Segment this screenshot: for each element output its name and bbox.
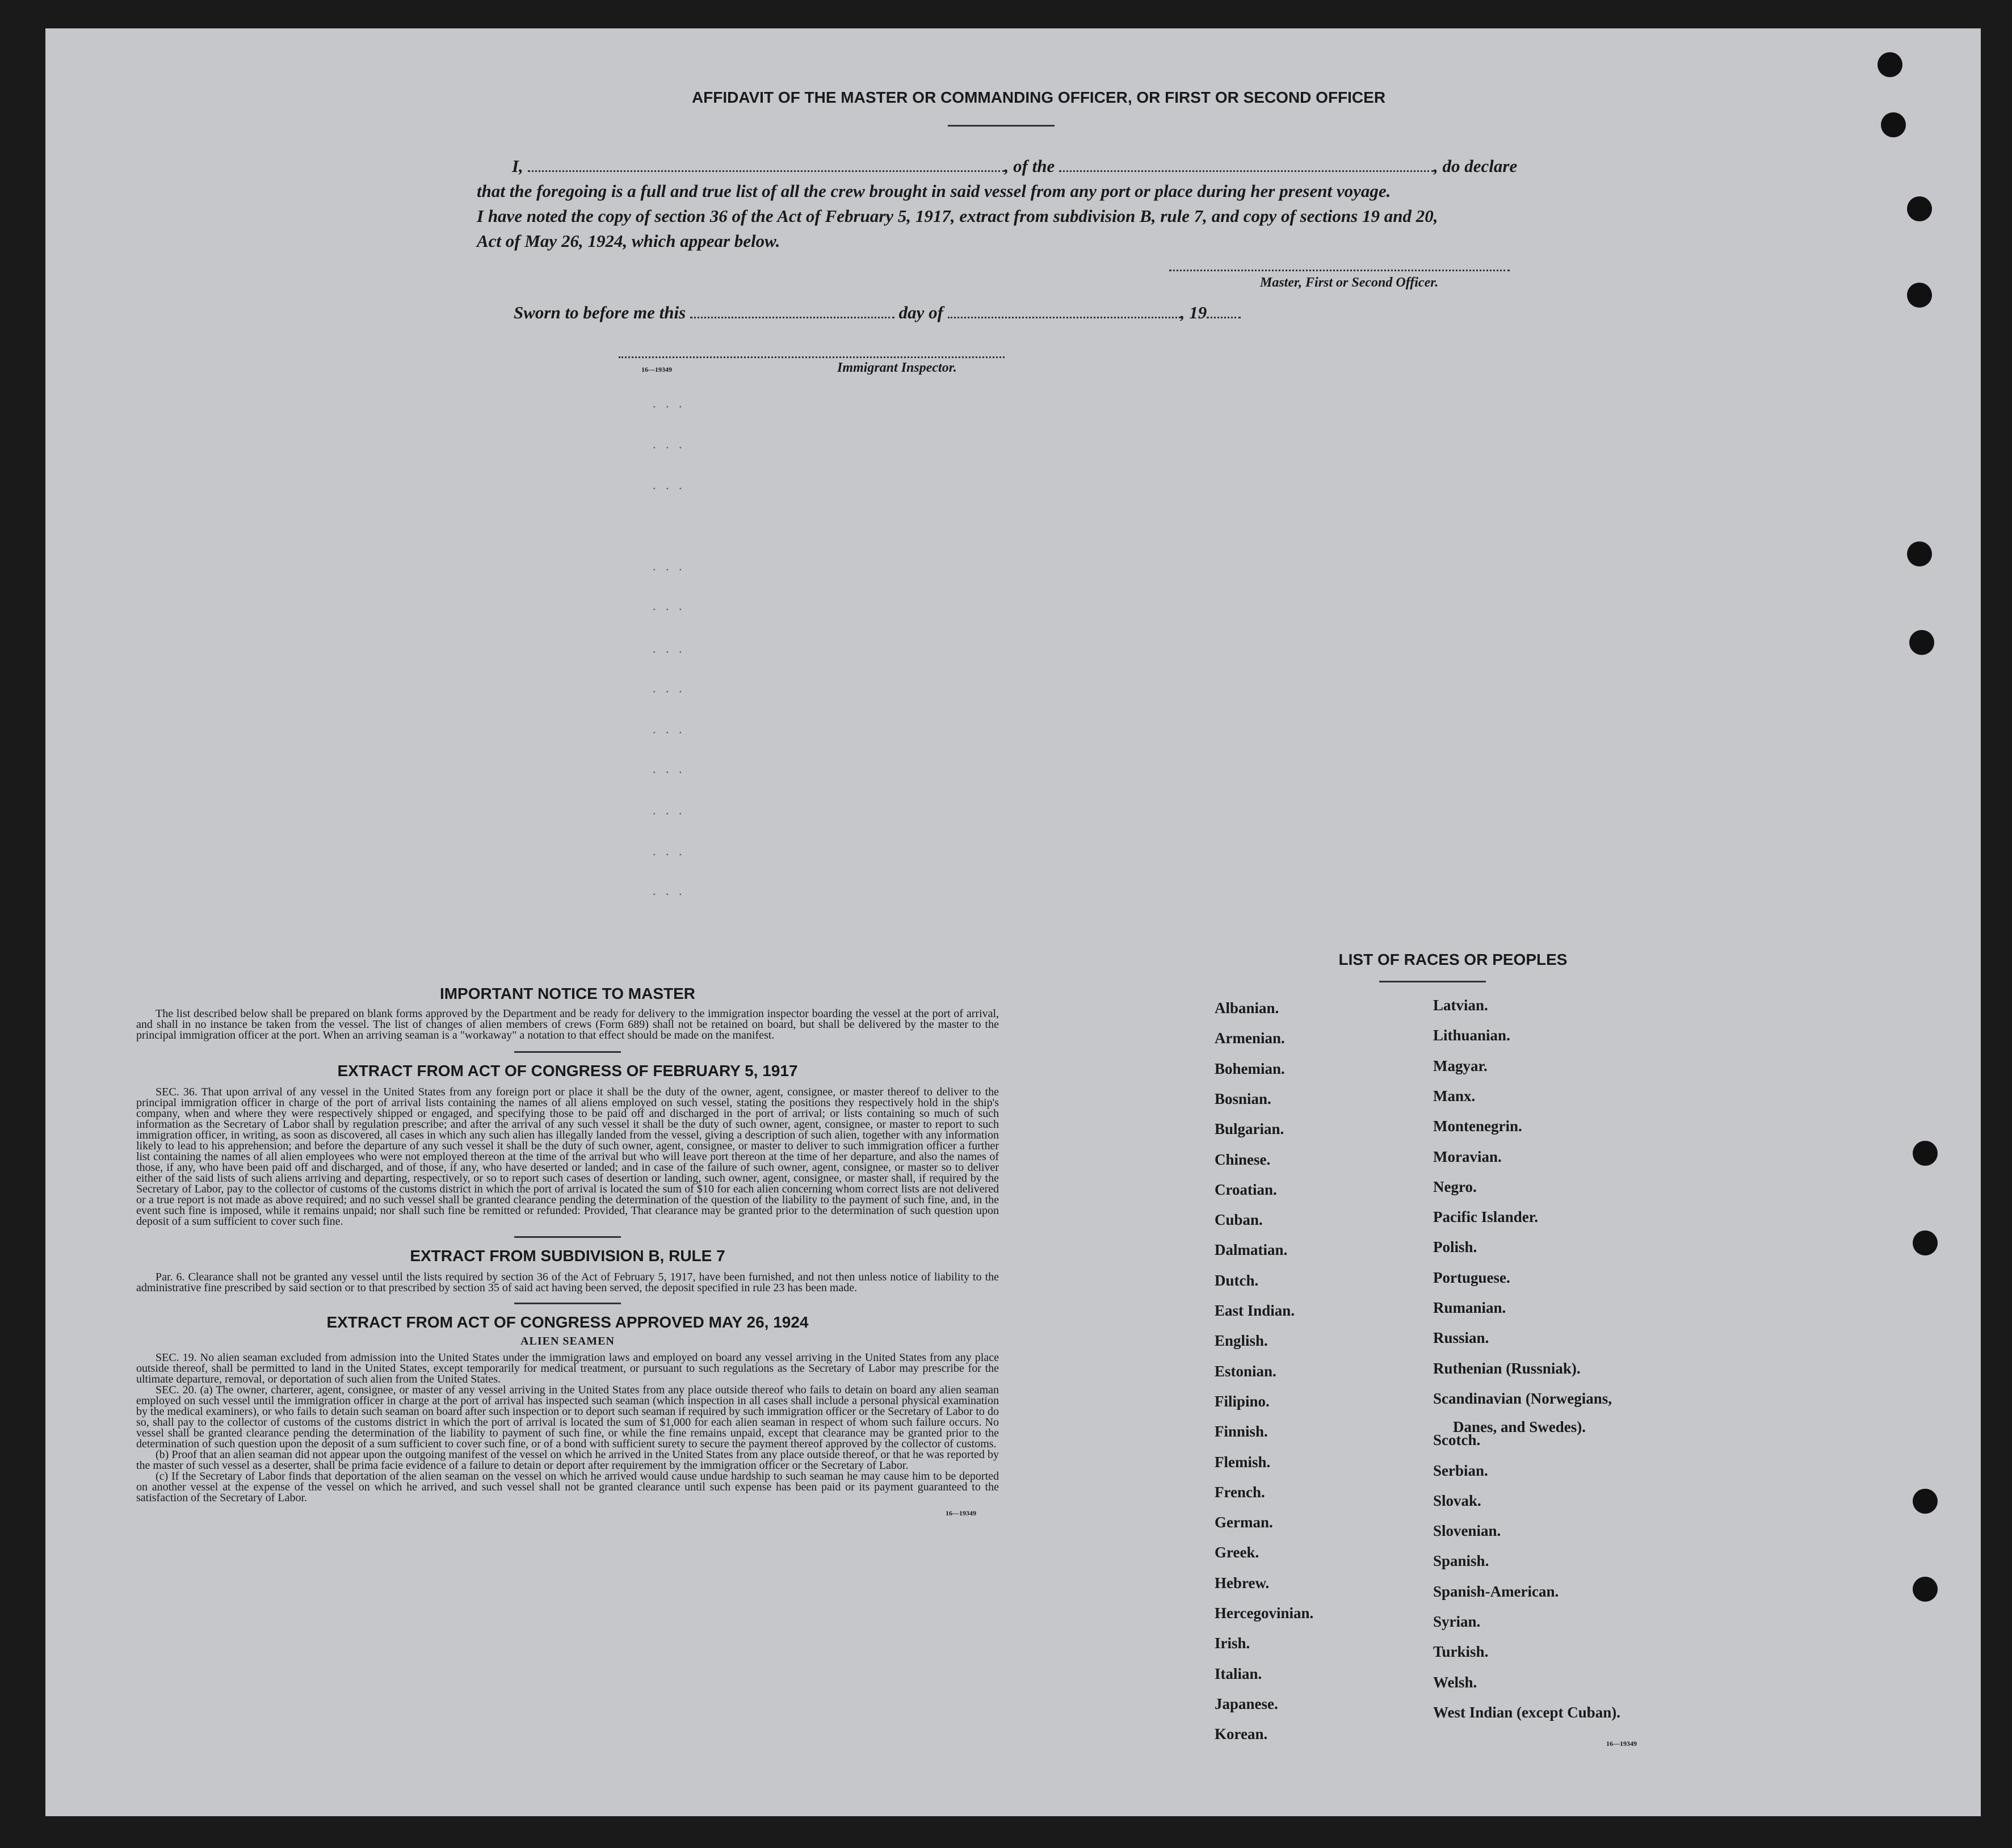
bleed-mark: . . . (653, 437, 686, 451)
section-rule (514, 1051, 621, 1053)
race-item: Filipino. (1215, 1393, 1270, 1410)
race-item: Bulgarian. (1215, 1120, 1284, 1137)
legal-column (136, 985, 999, 1518)
race-item: Estonian. (1215, 1363, 1276, 1380)
race-item: Ruthenian (Russniak). (1433, 1360, 1581, 1377)
punch-hole (1907, 541, 1932, 566)
race-item: Dutch. (1215, 1272, 1259, 1289)
bleed-mark: . . . (653, 641, 686, 656)
sec20c-paragraph: (c) If the Secretary of Labor finds that deportation of the alien seaman on the vessel on which he arrived would cause undue hardship to such seaman he may cause him to be deported on another vessel at the expense of the vessel on which he arrived, and such vessel shall not be granted clearance until such expense has been paid or its payment guaranteed to the satisfaction of the Secretary of Labor. (136, 1470, 999, 1504)
race-item: Slovenian. (1433, 1522, 1501, 1539)
race-item: Lithuanian. (1433, 1027, 1510, 1044)
races-form-number: 16—19349 (1606, 1740, 1637, 1748)
race-item: Russian. (1433, 1329, 1489, 1346)
bleed-mark: . . . (653, 681, 686, 695)
race-item: Turkish. (1433, 1643, 1489, 1660)
bleed-mark: . . . (653, 884, 686, 898)
sec20a-paragraph: SEC. 20. (a) The owner, charterer, agent, consignee, or master of any vessel arriving in the United States from any place outside thereof who fails to detain on board any alien seaman employed on such vessel until the immigration officer in charge at the port of arrival has inspected such seaman (which inspection in all cases shall include a personal physical examination by the medical examiners), or who fails to detain such seaman on board after such inspection or to deport such seaman if required by such immigration officer or the Secretary of Labor to do so, shall pay to the collector of customs of the customs district in which the port of arrival is located the sum of $1,000 for each alien seaman in respect of whom such failure occurs. No vessel shall be granted clearance pending the determination of the liability to payment of such fine, or while the fine remains unpaid, except that clearance may be granted prior to the determination of such question upon the deposit of a sum sufficient to cover such fine, or of a bond with sufficient surety to secure the payment thereof approved by the collector of customs. (136, 1384, 999, 1450)
race-item: Magyar. (1433, 1057, 1488, 1074)
race-item: Irish. (1215, 1635, 1250, 1652)
punch-hole (1877, 52, 1902, 77)
sec19-paragraph: SEC. 19. No alien seaman excluded from admission into the United States under the immigration laws and employed on board any vessel arriving in the United States from any place outside thereof, shall be permitted to land in the United States, except temporarily for medical treatment, or pursuant to such regulations as the Secretary of Labor may prescribe for the ultimate departure, removal, or deportation of such alien from the United States. (136, 1351, 999, 1385)
master-signature-label: Master, First or Second Officer. (1260, 275, 1439, 290)
affidavit-line1 (477, 153, 1589, 179)
title-rule (948, 125, 1055, 127)
races-rule (1379, 981, 1486, 982)
bleed-mark: . . . (653, 762, 686, 776)
bleed-mark: . . . (653, 396, 686, 410)
race-item: West Indian (except Cuban). (1433, 1704, 1621, 1721)
notice-text (136, 1009, 999, 1041)
affidavit-body (477, 153, 1589, 254)
extract-form-number: 16—19349 (946, 1509, 976, 1517)
race-item: Latvian. (1433, 997, 1488, 1014)
race-item: Bosnian. (1215, 1090, 1271, 1107)
race-item: Moravian. (1433, 1148, 1502, 1165)
punch-hole (1881, 112, 1906, 137)
race-item: Welsh. (1433, 1674, 1477, 1691)
race-item: Spanish. (1433, 1552, 1489, 1569)
affidavit-i: I, (512, 156, 523, 176)
race-item: Scotch. (1433, 1431, 1481, 1448)
affidavit-title: AFFIDAVIT OF THE MASTER OR COMMANDING OFFICER, OR FIRST OR SECOND OFFICER (691, 89, 1386, 106)
affidavit-line2: that the foregoing is a full and true list of all the crew brought in said vessel from any port or place during her present voyage. (477, 181, 1391, 201)
section-rule (514, 1303, 621, 1304)
race-item: Scandinavian (Norwegians, (1433, 1390, 1612, 1407)
race-item: Chinese. (1215, 1151, 1271, 1168)
section-rule (514, 1236, 621, 1238)
race-item: Polish. (1433, 1238, 1477, 1255)
race-item: Flemish. (1215, 1454, 1271, 1471)
race-item: Portuguese. (1433, 1269, 1510, 1286)
race-item: Hebrew. (1215, 1574, 1270, 1591)
bleed-mark: . . . (653, 478, 686, 492)
race-item: Slovak. (1433, 1492, 1481, 1509)
race-item: Serbian. (1433, 1462, 1488, 1479)
extract-1917-title: EXTRACT FROM ACT OF CONGRESS OF FEBRUARY 5, 1917 (337, 1062, 798, 1080)
affidavit-line4: Act of May 26, 1924, which appear below. (477, 231, 780, 251)
extract-1924-title: EXTRACT FROM ACT OF CONGRESS APPROVED MAY 26, 1924 (326, 1313, 809, 1331)
race-scandinavian-cont: Danes, and Swedes). (1453, 1418, 1586, 1435)
sworn-day-blank[interactable] (690, 300, 894, 318)
race-item: Finnish. (1215, 1423, 1268, 1440)
race-item: German. (1215, 1514, 1273, 1531)
race-item: Hercegovinian. (1215, 1605, 1314, 1622)
sec36-paragraph: SEC. 36. That upon arrival of any vessel in the United States from any foreign port or place it shall be the duty of the owner, agent, consignee, or master thereof to deliver to the principal immigration officer in charge of the port of arrival lists containing the names of all aliens employed on such vessel, stating the positions they respectively hold in the ship's company, when and where they were respectively shipped or engaged, and specifying those to be paid off and discharged in the port of arrival; or lists containing so much of such information as the Secretary of Labor shall by regulation prescribe; and after the arrival of any such vessel it shall be the duty of such owner, agent, consignee, or master to report to such immigration officer, in writing, as soon as discovered, all cases in which any such alien has illegally landed from the vessel, giving a description of such alien, together with any information likely to lead to his apprehension; and before the departure of any such vessel it shall be the duty of such owner, agent, consignee, or master to deliver to such immigration officer a further list containing the names of all alien employees who were not employed thereon at the time of the arrival but who will leave port thereon at the time of her departure, and also the names of those, if any, who have been paid off and discharged, and of those, if any, who have deserted or landed; and in case of the failure of such owner, agent, consignee, or master so to deliver either of the said lists of such aliens arriving and departing, respectively, or so to report such cases of desertion or landing, such owner, agent, consignee, or master shall, if required by the Secretary of Labor, pay to the collector of customs of the customs district in which the port of arrival is located the sum of $10 for each alien concerning whom correct lists are not delivered or a true report is not made as above required; and no such vessel shall be granted clearance pending the determination of the question of the liability to the payment of such fine, and, in the event such fine is imposed, while it remains unpaid; nor shall such fine be remitted or refunded: Provided, That clearance may be granted prior to the determination of such question upon deposit of a sum sufficient to cover such fine. (136, 1086, 999, 1228)
race-item: French. (1215, 1484, 1265, 1501)
sworn-year: , 19 (1180, 303, 1207, 322)
race-item: Armenian. (1215, 1030, 1285, 1047)
punch-hole (1913, 1141, 1938, 1166)
race-item: Cuban. (1215, 1211, 1263, 1228)
extract-1917-text (136, 1087, 999, 1227)
bleed-mark: . . . (653, 722, 686, 736)
master-signature-line[interactable] (1169, 270, 1510, 271)
race-item: Croatian. (1215, 1181, 1277, 1198)
races-title: LIST OF RACES OR PEOPLES (1338, 951, 1568, 968)
extract-rule7-text (136, 1272, 999, 1293)
sworn-month-blank[interactable] (948, 300, 1181, 318)
extract-1924-text (136, 1353, 999, 1503)
sworn-line (514, 300, 1241, 323)
punch-hole (1913, 1489, 1938, 1514)
name-blank[interactable] (528, 153, 1005, 172)
race-item: Dalmatian. (1215, 1241, 1288, 1258)
punch-hole (1909, 630, 1934, 655)
bleed-mark: . . . (653, 803, 686, 817)
race-item: Manx. (1433, 1087, 1476, 1104)
race-item: Bohemian. (1215, 1060, 1285, 1077)
punch-hole (1913, 1577, 1938, 1602)
affidavit-line3: I have noted the copy of section 36 of the Act of February 5, 1917, extract from subdivision B, rule 7, and copy of sections 19 and 20, (477, 206, 1438, 226)
affidavit-do-declare: , do declare (1434, 156, 1518, 176)
inspector-label: Immigrant Inspector. (837, 360, 957, 375)
punch-hole (1907, 283, 1932, 308)
sworn-year-blank[interactable] (1207, 300, 1241, 318)
bleed-mark: . . . (653, 559, 686, 573)
race-item: Korean. (1215, 1725, 1268, 1742)
inspector-signature-line[interactable] (619, 356, 1005, 358)
race-item: Italian. (1215, 1665, 1262, 1682)
vessel-blank[interactable] (1059, 153, 1434, 172)
sworn-prefix: Sworn to before me this (514, 303, 686, 322)
race-item: East Indian. (1215, 1302, 1295, 1319)
sec20b-paragraph: (b) Proof that an alien seaman did not appear upon the outgoing manifest of the vessel on which he arrived in the United States from any place outside thereof, or that he was reported by the master of such vessel as a deserter, shall be prima facie evidence of a failure to detain or deport after requirement by the immigration officer or the Secretary of Labor. (136, 1448, 999, 1472)
affidavit-form-number: 16—19349 (641, 366, 672, 373)
sworn-day-of: day of (898, 303, 943, 322)
punch-hole (1913, 1230, 1938, 1255)
notice-paragraph: The list described below shall be prepared on blank forms approved by the Department and be ready for delivery to the immigration inspector boarding the vessel at the port of arrival, and shall in no instance be taken from the vessel. The list of changes of alien members of crews (Form 689) shall not be retained on board, but shall be delivered by the master to the principal immigration officer at the port. When an arriving seaman is a "workaway" a notation to that effect should be made on the manifest. (136, 1007, 999, 1041)
alien-seamen-subtitle: ALIEN SEAMEN (520, 1335, 615, 1347)
race-item: Japanese. (1215, 1695, 1278, 1712)
race-item: English. (1215, 1332, 1268, 1349)
race-item: Rumanian. (1433, 1299, 1506, 1316)
bleed-mark: . . . (653, 599, 686, 613)
race-item: Pacific Islander. (1433, 1208, 1538, 1225)
race-item: Syrian. (1433, 1613, 1481, 1630)
par6-paragraph: Par. 6. Clearance shall not be granted any vessel until the lists required by section 36 of the Act of February 5, 1917, have been furnished, and not then unless notice of liability to the administrative fine prescribed by said section or to that prescribed by section 35 of said act having been served, the deposit specified in rule 23 has been made. (136, 1271, 999, 1294)
bleed-mark: . . . (653, 844, 686, 858)
race-item: Negro. (1433, 1178, 1477, 1195)
extract-rule7-title: EXTRACT FROM SUBDIVISION B, RULE 7 (410, 1247, 725, 1265)
notice-title: IMPORTANT NOTICE TO MASTER (439, 985, 696, 1002)
race-item: Greek. (1215, 1544, 1259, 1561)
race-item: Montenegrin. (1433, 1118, 1522, 1135)
document-page (45, 28, 1981, 1816)
punch-hole (1907, 196, 1932, 221)
race-item: Albanian. (1215, 999, 1279, 1017)
race-item: Spanish-American. (1433, 1583, 1559, 1600)
affidavit-of-the: , of the (1004, 156, 1055, 176)
